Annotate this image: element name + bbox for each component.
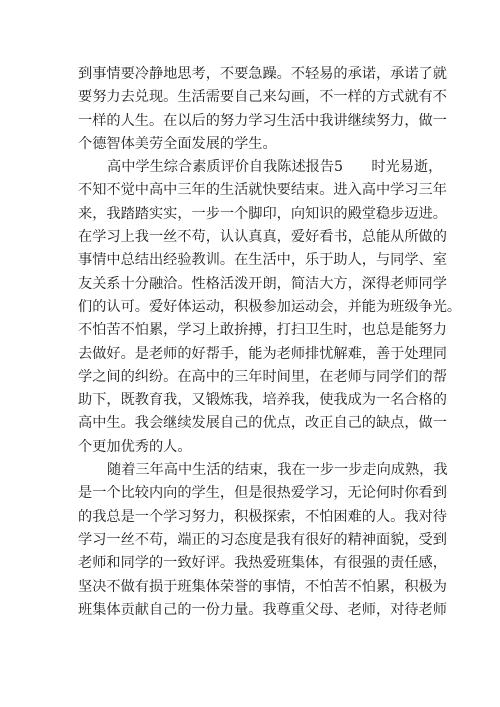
text-line: 学习一丝不苟，端正的习态度是我有很好的精神面貌，受到 xyxy=(78,531,447,548)
text-line: 不知不觉中高中三年的生活就快要结束。进入高中学习三年 xyxy=(78,182,447,199)
text-line: 的我总是一个学习努力，积极探索，不怕困难的人。我对待 xyxy=(78,508,447,525)
text-line: 友关系十分融洽。性格活泼开朗，简洁大方，深得老师同学 xyxy=(78,275,447,292)
text-line: 助下，既教育我，又锻炼我，培养我，使我成为一名合格的 xyxy=(78,392,447,409)
text-line: 到事情要冷静地思考，不要急躁。不轻易的承诺，承诺了就 xyxy=(78,66,447,82)
text-line: 老师和同学的一致好评。我热爱班集体，有很强的责任感， xyxy=(78,555,447,572)
text-line: 坚决不做有损于班集体荣誉的事情，不怕苦不怕累，积极为 xyxy=(78,578,447,595)
text-line: 是一个比较内向的学生，但是很热爱学习，无论何时你看到 xyxy=(78,485,447,502)
text-line: 在学习上我一丝不苟，认认真真，爱好看书，总能从所做的 xyxy=(78,229,447,246)
text-line: 事情中总结出经验教训。在生活中，乐于助人，与同学、室 xyxy=(78,252,447,269)
section-heading-line: 高中学生综合素质评价自我陈述报告5 时光易逝， xyxy=(107,159,443,176)
text-line: 去做好。是老师的好帮手，能为老师排忧解难，善于处理同 xyxy=(78,345,447,362)
text-line: 来，我踏踏实实，一步一个脚印，向知识的殿堂稳步迈进。 xyxy=(78,205,447,222)
text-line: 班集体贡献自己的一份力量。我尊重父母、老师，对待老师 xyxy=(78,601,447,618)
text-line: 学之间的纠纷。在高中的三年时间里，在老师与同学们的帮 xyxy=(78,368,447,385)
text-line: 们的认可。爱好体运动，积极参加运动会，并能为班级争光。 xyxy=(78,298,462,315)
text-line: 个德智体美劳全面发展的学生。 xyxy=(78,135,277,152)
document-body xyxy=(78,63,462,622)
text-line: 个更加优秀的人。 xyxy=(78,438,192,455)
text-line: 一样的人生。在以后的努力学习生活中我讲继续努力，做一 xyxy=(78,112,447,129)
text-line: 要努力去兑现。生活需要自己来勾画，不一样的方式就有不 xyxy=(78,89,447,106)
text-line: 不怕苦不怕累，学习上敢拚搏，打扫卫生时，也总是能努力 xyxy=(78,322,447,339)
text-line: 高中生。我会继续发展自己的优点，改正自己的缺点，做一 xyxy=(78,415,447,432)
paragraph-start-line: 随着三年高中生活的结束，我在一步一步走向成熟，我 xyxy=(107,462,448,479)
